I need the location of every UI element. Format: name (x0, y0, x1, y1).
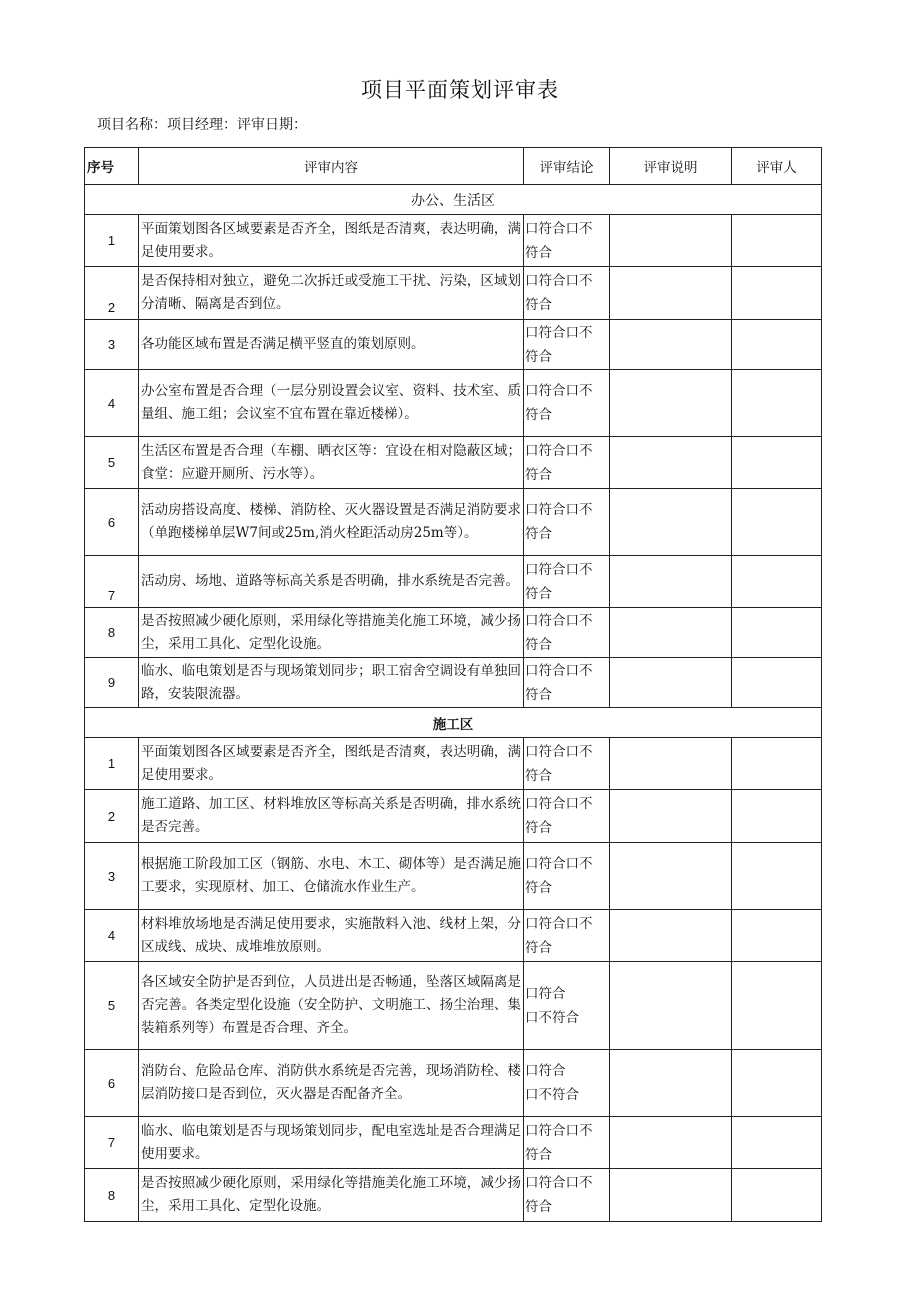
header-no: 序号 (85, 148, 139, 185)
table-row (85, 1050, 822, 1117)
review-explanation-cell[interactable] (610, 910, 732, 962)
table-row (85, 489, 822, 556)
review-explanation-cell[interactable] (610, 556, 732, 608)
table-row (85, 910, 822, 962)
review-explanation-cell[interactable] (610, 790, 732, 843)
reviewer-cell[interactable] (732, 267, 822, 320)
row-number: 3 (85, 843, 139, 910)
row-number: 8 (85, 1169, 139, 1222)
review-conclusion (524, 910, 610, 962)
review-conclusion (524, 370, 610, 437)
conclusion-line: 口符合口不 (525, 796, 593, 812)
review-explanation-cell[interactable] (610, 320, 732, 370)
table-row (85, 843, 822, 910)
row-number: 6 (85, 1050, 139, 1117)
row-number: 6 (85, 489, 139, 556)
reviewer-cell[interactable] (732, 962, 822, 1050)
review-conclusion (524, 962, 610, 1050)
table-row (85, 267, 822, 320)
conclusion-line: 符合 (525, 939, 552, 956)
review-conclusion (524, 1117, 610, 1169)
reviewer-cell[interactable] (732, 790, 822, 843)
review-content: 是否按照减少硬化原则，采用绿化等措施美化施工环境，减少扬尘，采用工具化、定型化设施。 (139, 608, 524, 658)
reviewer-cell[interactable] (732, 738, 822, 790)
conclusion-line: 符合 (525, 526, 552, 542)
reviewer-cell[interactable] (732, 1050, 822, 1117)
table-row (85, 437, 822, 489)
review-conclusion (524, 556, 610, 608)
review-explanation-cell[interactable] (610, 738, 732, 790)
review-content: 各功能区域布置是否满足横平竖直的策划原则。 (139, 320, 524, 370)
conclusion-line: 符合 (525, 585, 552, 602)
review-content: 生活区布置是否合理（车棚、晒衣区等：宜设在相对隐蔽区域；食堂：应避开厕所、污水等）。 (139, 437, 524, 489)
conclusion-line: 符合 (525, 686, 552, 703)
row-number: 3 (85, 320, 139, 370)
review-conclusion (524, 489, 610, 556)
row-number: 1 (85, 215, 139, 267)
review-explanation-cell[interactable] (610, 267, 732, 320)
reviewer-cell[interactable] (732, 489, 822, 556)
conclusion-line: 口符合口不 (525, 856, 593, 872)
conclusion-line: 口符合口不 (525, 612, 593, 629)
table-row (85, 608, 822, 658)
reviewer-cell[interactable] (732, 843, 822, 910)
conclusion-line: 符合 (525, 767, 552, 784)
review-conclusion (524, 437, 610, 489)
conclusion-line: 口符合口不 (525, 561, 593, 578)
conclusion-line: 符合 (525, 880, 552, 896)
reviewer-cell[interactable] (732, 215, 822, 267)
conclusion-line: 符合 (525, 244, 552, 261)
reviewer-cell[interactable] (732, 320, 822, 370)
conclusion-line: 符合 (525, 297, 552, 313)
conclusion-line: 口符合口不 (525, 442, 593, 459)
reviewer-cell[interactable] (732, 608, 822, 658)
review-explanation-cell[interactable] (610, 843, 732, 910)
review-conclusion (524, 1169, 610, 1222)
review-explanation-cell[interactable] (610, 370, 732, 437)
reviewer-cell[interactable] (732, 1117, 822, 1169)
header-explanation: 评审说明 (610, 148, 732, 185)
row-number: 2 (85, 267, 139, 320)
page-title: 项目平面策划评审表 (361, 78, 559, 102)
review-table (84, 147, 822, 1222)
review-explanation-cell[interactable] (610, 437, 732, 489)
review-conclusion (524, 267, 610, 320)
conclusion-line: 符合 (525, 348, 552, 365)
review-content: 平面策划图各区域要素是否齐全，图纸是否清爽，表达明确，满足使用要求。 (139, 215, 524, 267)
row-number: 4 (85, 370, 139, 437)
conclusion-line: 口符合 (525, 1063, 566, 1079)
reviewer-cell[interactable] (732, 556, 822, 608)
conclusion-line: 符合 (525, 1146, 552, 1163)
table-row (85, 658, 822, 708)
review-conclusion (524, 658, 610, 708)
reviewer-cell[interactable] (732, 437, 822, 489)
conclusion-line: 口符合口不 (525, 324, 593, 341)
table-row (85, 1117, 822, 1169)
row-number: 9 (85, 658, 139, 708)
conclusion-line: 口符合口不 (525, 383, 593, 399)
row-number: 7 (85, 556, 139, 608)
review-conclusion (524, 1050, 610, 1117)
review-explanation-cell[interactable] (610, 658, 732, 708)
row-number: 1 (85, 738, 139, 790)
header-conclusion: 评审结论 (524, 148, 610, 185)
review-explanation-cell[interactable] (610, 1117, 732, 1169)
conclusion-line: 口符合口不 (525, 1175, 593, 1191)
review-content: 材料堆放场地是否满足使用要求，实施散料入池、线材上架，分区成线、成块、成堆堆放原则。 (139, 910, 524, 962)
reviewer-cell[interactable] (732, 658, 822, 708)
conclusion-line: 符合 (525, 820, 552, 836)
row-number: 5 (85, 437, 139, 489)
conclusion-line: 口符合口不 (525, 662, 593, 679)
table-row (85, 320, 822, 370)
conclusion-line: 符合 (525, 1199, 552, 1215)
header-reviewer: 评审人 (732, 148, 822, 185)
review-content: 是否按照减少硬化原则，采用绿化等措施美化施工环境，减少扬尘，采用工具化、定型化设施。 (139, 1169, 524, 1222)
section-title: 办公、生活区 (85, 185, 822, 215)
review-content: 根据施工阶段加工区（钢筋、水电、木工、砌体等）是否满足施工要求，实现原材、加工、仓储流水作业生产。 (139, 843, 524, 910)
table-row (85, 790, 822, 843)
review-content: 各区域安全防护是否到位，人员进出是否畅通，坠落区域隔离是否完善。各类定型化设施（安全防护、文明施工、扬尘治理、集装箱系列等）布置是否合理、齐全。 (139, 962, 524, 1050)
row-number: 4 (85, 910, 139, 962)
review-content: 办公室布置是否合理（一层分别设置会议室、资料、技术室、质量组、施工组；会议室不宜布置在靠近楼梯）。 (139, 370, 524, 437)
row-number: 5 (85, 962, 139, 1050)
review-conclusion (524, 790, 610, 843)
review-explanation-cell[interactable] (610, 1050, 732, 1117)
header-content: 评审内容 (139, 148, 524, 185)
review-conclusion (524, 608, 610, 658)
conclusion-line: 口不符合 (525, 1009, 579, 1026)
reviewer-cell[interactable] (732, 1169, 822, 1222)
table-row (85, 1169, 822, 1222)
conclusion-line: 符合 (525, 407, 552, 423)
conclusion-line: 口符合口不 (525, 220, 593, 237)
review-content: 是否保持相对独立，避免二次拆迁或受施工干扰、污染，区域划分清晰、隔离是否到位。 (139, 267, 524, 320)
table-body (85, 185, 822, 1222)
row-number: 8 (85, 608, 139, 658)
review-explanation-cell[interactable] (610, 1169, 732, 1222)
reviewer-cell[interactable] (732, 910, 822, 962)
conclusion-line: 口符合口不 (525, 502, 593, 518)
table-row (85, 215, 822, 267)
conclusion-line: 口符合口不 (525, 1122, 593, 1139)
review-content: 临水、临电策划是否与现场策划同步；职工宿舍空调设有单独回路，安装限流器。 (139, 658, 524, 708)
review-content: 施工道路、加工区、材料堆放区等标高关系是否明确，排水系统是否完善。 (139, 790, 524, 843)
table-row (85, 556, 822, 608)
conclusion-line: 口符合口不 (525, 915, 593, 932)
table-row (85, 962, 822, 1050)
reviewer-cell[interactable] (732, 370, 822, 437)
table-row (85, 738, 822, 790)
review-conclusion (524, 320, 610, 370)
row-number: 2 (85, 790, 139, 843)
section-row (85, 708, 822, 738)
conclusion-line: 符合 (525, 636, 552, 653)
review-explanation-cell[interactable] (610, 215, 732, 267)
table-row (85, 370, 822, 437)
review-conclusion (524, 738, 610, 790)
review-conclusion (524, 215, 610, 267)
review-content: 活动房搭设高度、楼梯、消防栓、灭火器设置是否满足消防要求（单跑楼梯单层W7间或25m,消火栓距活动房25m等）。 (139, 489, 524, 556)
review-content: 临水、临电策划是否与现场策划同步，配电室选址是否合理满足使用要求。 (139, 1117, 524, 1169)
review-content: 活动房、场地、道路等标高关系是否明确，排水系统是否完善。 (139, 556, 524, 608)
conclusion-line: 口符合 (525, 985, 566, 1002)
review-content: 消防台、危险品仓库、消防供水系统是否完善，现场消防栓、楼层消防接口是否到位，灭火器是否配备齐全。 (139, 1050, 524, 1117)
review-content: 平面策划图各区域要素是否齐全，图纸是否清爽，表达明确，满足使用要求。 (139, 738, 524, 790)
row-number: 7 (85, 1117, 139, 1169)
review-conclusion (524, 843, 610, 910)
review-explanation-cell[interactable] (610, 962, 732, 1050)
conclusion-line: 口符合口不 (525, 273, 593, 289)
header-row (85, 148, 822, 185)
conclusion-line: 口符合口不 (525, 743, 593, 760)
section-row (85, 185, 822, 215)
project-info-line: 项目名称：项目经理：评审日期： (97, 117, 307, 133)
review-explanation-cell[interactable] (610, 608, 732, 658)
conclusion-line: 符合 (525, 466, 552, 483)
review-explanation-cell[interactable] (610, 489, 732, 556)
conclusion-line: 口不符合 (525, 1087, 579, 1103)
section-title: 施工区 (85, 708, 822, 738)
